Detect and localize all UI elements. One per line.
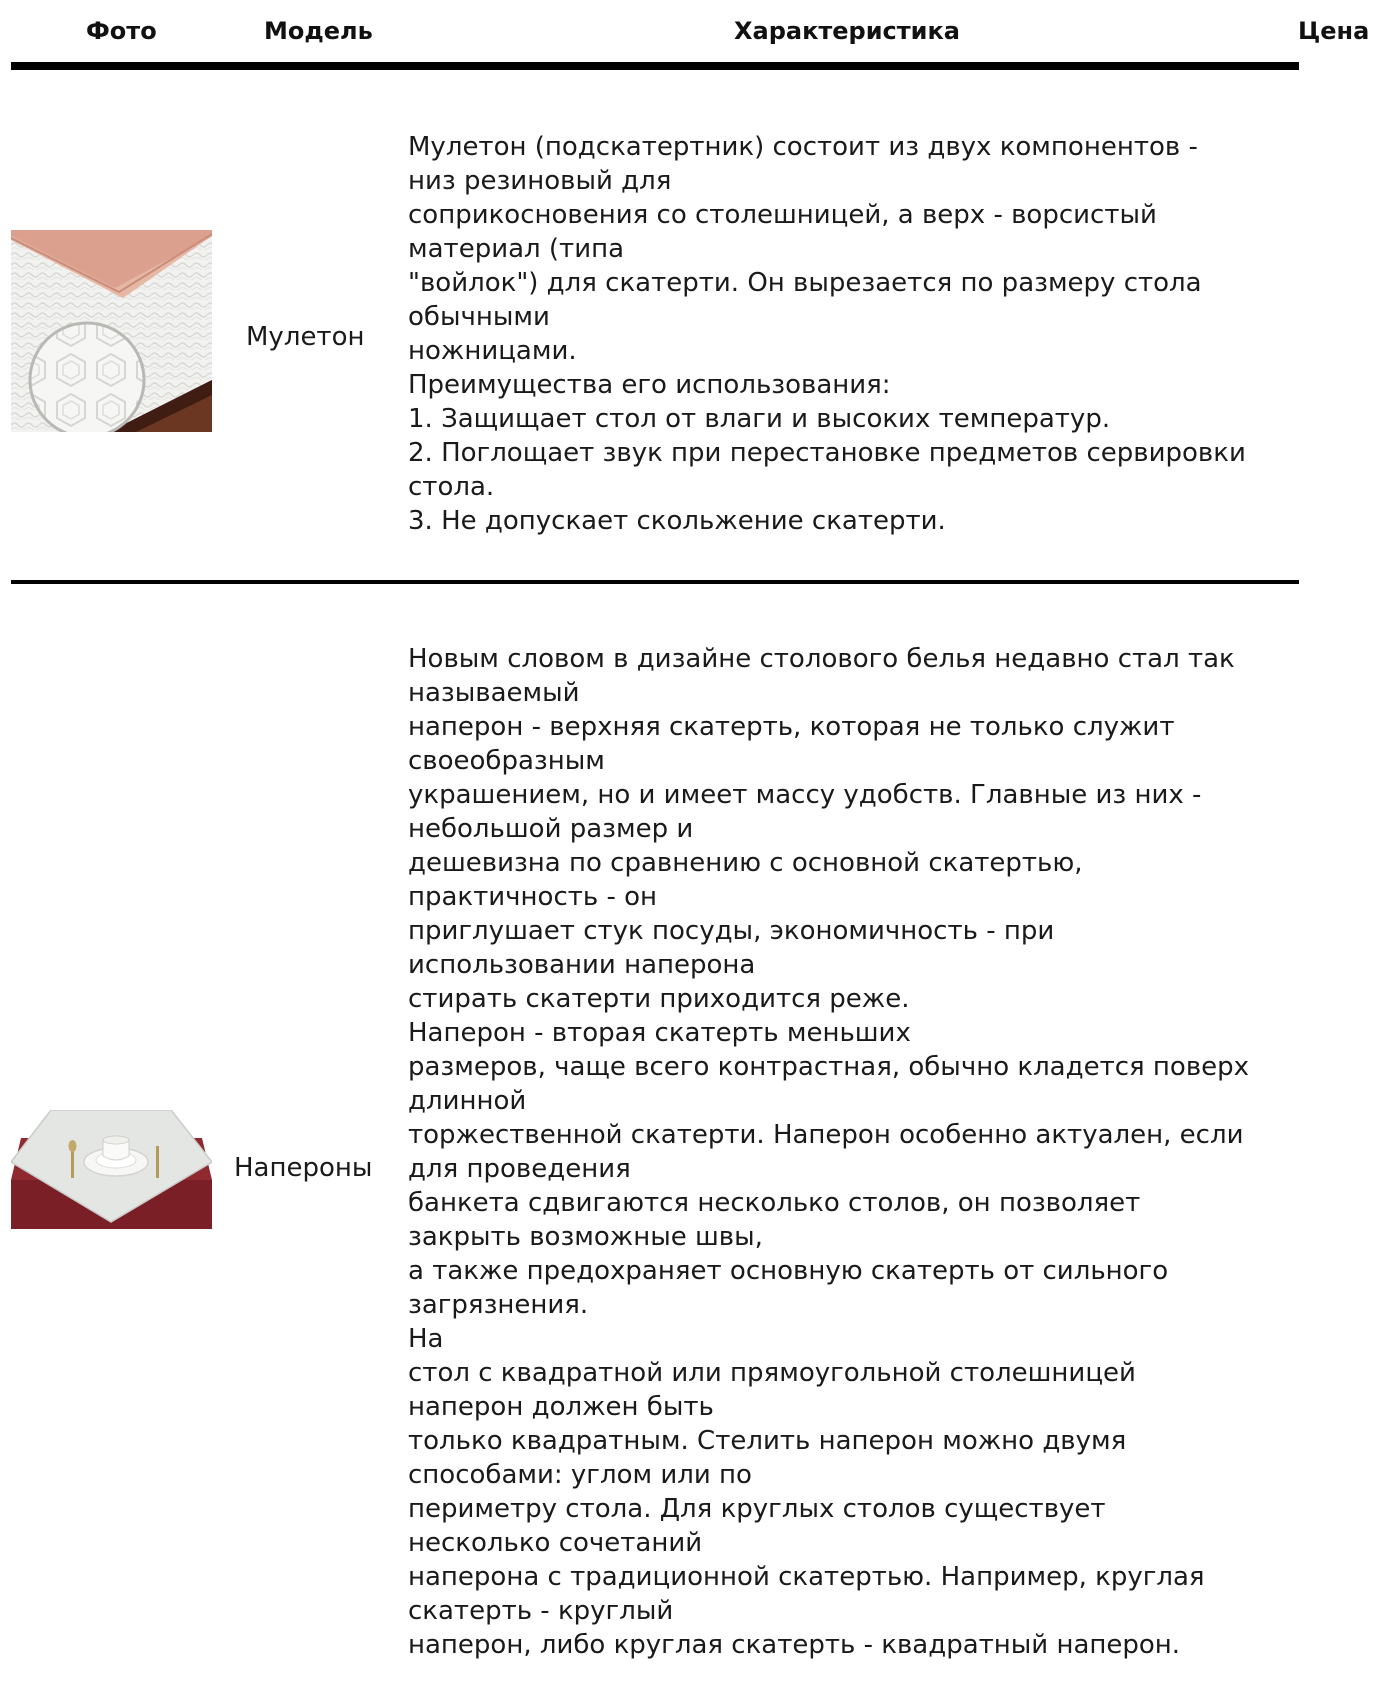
spec-line: стирать скатерти приходится реже. [408,984,910,1014]
spec-line: соприкосновения со столешницей, а верх - ворсистый [408,200,1157,230]
product-photo-naperony [11,1110,212,1229]
spec-line: практичность - он [408,882,658,912]
muleton-image [11,230,212,432]
spec-line: обычными [408,302,550,332]
spec-line: дешевизна по сравнению с основной скатертью, [408,848,1083,878]
spec-line: украшением, но и имеет массу удобств. Главные из них - [408,780,1202,810]
spec-line: скатерть - круглый [408,1596,674,1626]
spec-line: 1. Защищает стол от влаги и высоких температур. [408,404,1111,434]
spec-line: а также предохраняет основную скатерть от сильного [408,1256,1169,1286]
spec-line: Новым словом в дизайне столового белья недавно стал так [408,644,1235,674]
spec-line: Мулетон (подскатертник) состоит из двух компонентов - [408,132,1198,162]
naperony-image [11,1110,212,1229]
spec-line: ножницами. [408,336,577,366]
model-muleton: Мулетон [246,322,365,352]
spec-line: 2. Поглощает звук при перестановке предметов сервировки [408,438,1246,468]
spec-muleton [408,130,1288,538]
header-spec: Характеристика [734,17,960,45]
spec-line: наперон, либо круглая скатерть - квадратный наперон. [408,1630,1181,1660]
header-photo: Фото [86,17,157,45]
spec-line: небольшой размер и [408,814,694,844]
spec-line: наперон - верхняя скатерть, которая не только служит [408,712,1175,742]
spec-line: размеров, чаще всего контрастная, обычно кладется поверх [408,1052,1250,1082]
spec-line: закрыть возможные швы, [408,1222,763,1252]
spec-line: низ резиновый для [408,166,672,196]
header-model: Модель [264,17,373,45]
spec-line: только квадратным. Стелить наперон можно двумя [408,1426,1127,1456]
spec-line: использовании наперона [408,950,756,980]
spec-line: Наперон - вторая скатерть меньших [408,1018,911,1048]
spec-line: "войлок") для скатерти. Он вырезается по размеру стола [408,268,1202,298]
spec-line: своеобразным [408,746,605,776]
spec-line: длинной [408,1086,527,1116]
header-rule [11,62,1299,70]
spec-line: Преимущества его использования: [408,370,891,400]
spec-line: материал (типа [408,234,625,264]
spec-line: банкета сдвигаются несколько столов, он позволяет [408,1188,1141,1218]
spec-naperony [408,642,1288,1662]
spec-line: 3. Не допускает скольжение скатерти. [408,506,946,536]
spec-line: загрязнения. [408,1290,589,1320]
spec-line: На [408,1324,444,1354]
spec-line: периметру стола. Для круглых столов существует [408,1494,1106,1524]
spec-line: приглушает стук посуды, экономичность - при [408,916,1055,946]
spec-line: стола. [408,472,495,502]
spec-line: для проведения [408,1154,631,1184]
spec-line: способами: углом или по [408,1460,752,1490]
spec-line: наперон должен быть [408,1392,714,1422]
row-divider [11,580,1299,584]
spec-line: торжественной скатерти. Наперон особенно актуален, если [408,1120,1244,1150]
spec-line: называемый [408,678,580,708]
header-price: Цена [1298,17,1370,45]
spec-line: стол с квадратной или прямоугольной столешницей [408,1358,1136,1388]
product-photo-muleton [11,230,212,432]
spec-line: наперона с традиционной скатертью. Например, круглая [408,1562,1205,1592]
model-naperony: Напероны [234,1153,373,1183]
spec-line: несколько сочетаний [408,1528,703,1558]
